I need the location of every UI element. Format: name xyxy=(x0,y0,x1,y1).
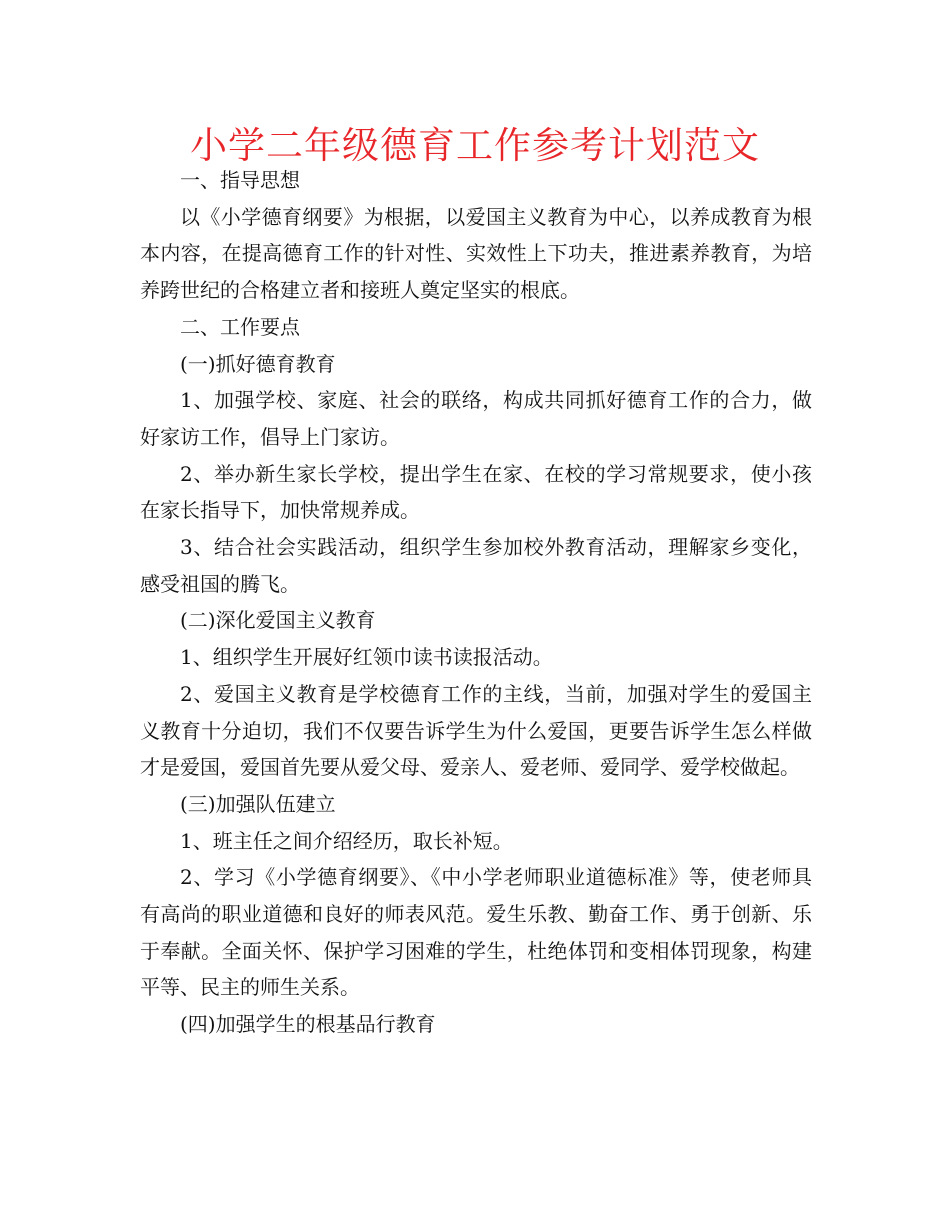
list-item-3-social-practice: 3、结合社会实践活动，组织学生参加校外教育活动，理解家乡变化，感受祖国的腾飞。 xyxy=(140,535,812,596)
paragraph-guiding-ideology: 以《小学德育纲要》为根据，以爱国主义教育为中心，以养成教育为根本内容，在提高德育工作的针对性、实效性上下功夫，推进素养教育，为培养跨世纪的合格建立者和接班人奠定坚实的根底。 xyxy=(140,204,812,303)
list-item-1-reading: 1、组织学生开展好红领巾读书读报活动。 xyxy=(180,645,553,670)
subsection-heading-moral-education: (一)抓好德育教育 xyxy=(180,351,336,376)
list-item-2-patriotism: 2、爱国主义教育是学校德育工作的主线，当前，加强对学生的爱国主义教育十分迫切，我们不仅要告诉学生为什么爱国，更要告诉学生怎么样做才是爱国，爱国首先要从爱父母、爱亲人、爱老师、爱同学、爱学校做起。 xyxy=(140,681,812,780)
list-item-1-home-school: 1、加强学校、家庭、社会的联络，构成共同抓好德育工作的合力，做好家访工作，倡导上门家访。 xyxy=(140,388,812,449)
subsection-heading-patriotism: (二)深化爱国主义教育 xyxy=(180,608,376,633)
subsection-heading-character-education: (四)加强学生的根基品行教育 xyxy=(180,1012,436,1037)
list-item-1-experience-sharing: 1、班主任之间介绍经历，取长补短。 xyxy=(180,828,513,853)
section-heading-work-points: 二、工作要点 xyxy=(180,314,300,339)
list-item-2-parent-school: 2、举办新生家长学校，提出学生在家、在校的学习常规要求，使小孩在家长指导下，加快常规养成。 xyxy=(140,461,812,523)
document-body xyxy=(140,162,812,1043)
section-heading-guiding-ideology: 一、指导思想 xyxy=(180,168,300,192)
document-title: 小学二年级德育工作参考计划范文 xyxy=(190,124,760,167)
subsection-heading-team-building: (三)加强队伍建立 xyxy=(180,791,336,816)
list-item-2-teacher-ethics: 2、学习《小学德育纲要》、《中小学老师职业道德标准》等，使老师具有高尚的职业道德和良好的师表风范。爱生乐教、勤奋工作、勇于创新、乐于奉献。全面关怀、保护学习困难的学生，杜绝体罚和变相体罚现象，构建平等、民主的师生关系。 xyxy=(140,865,812,1000)
